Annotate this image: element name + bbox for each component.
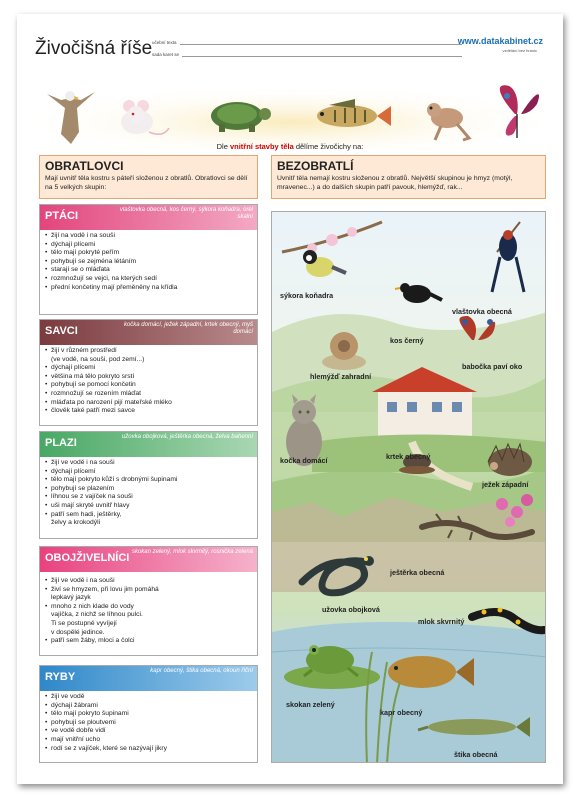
list-item: • dýchají plícemi: [45, 241, 252, 250]
header-fields: [152, 36, 462, 60]
label-butterfly: babočka paví oko: [462, 362, 523, 371]
great-tit-icon: [303, 250, 346, 277]
list-item: • žijí v různém prostředí: [45, 347, 252, 356]
fact-list: [40, 691, 257, 755]
invertebrates-text: Uvnitř těla nemají kostru složenou z obratlů. Největší skupinou je hmyz (motýl, mravenec...) a do dalších skupin patří pavouk, hlemýžď, rak...: [277, 175, 513, 191]
label-salamander: mlok skvrnitý: [418, 617, 465, 626]
list-item: • rodí se z vajíček, které se nazývají jikry: [45, 745, 252, 754]
list-item: • uši mají skryté uvnitř hlavy: [45, 502, 252, 511]
section-title: SAVCI: [45, 325, 78, 337]
poster: [17, 14, 563, 784]
list-item: • přední končetiny mají přeměněny na křídla: [45, 284, 252, 293]
label-snail: hlemýžď zahradní: [310, 372, 372, 381]
section-title: RYBY: [45, 671, 76, 683]
list-item: • člověk také patří mezi savce: [45, 407, 252, 416]
label-lizard: ještěrka obecná: [390, 568, 445, 577]
label-frog: skokan zelený: [286, 700, 335, 709]
section-title: PLAZI: [45, 437, 77, 449]
label-great-tit: sýkora koňadra: [280, 291, 334, 300]
list-item: • žijí na vodě i na souši: [45, 232, 252, 241]
swallow-icon: [492, 222, 524, 292]
vertebrates-text: Mají uvnitř těla kostru s páteří složenou z obratlů. Obratlovci se dělí na 5 velkých skupin:: [45, 175, 248, 191]
vertebrates-title: OBRATLOVCI: [45, 159, 124, 173]
site-tagline: vzdělání bez hranic: [502, 48, 537, 53]
list-item: • živí se hmyzem, při lovu jim pomáhá: [45, 586, 252, 595]
list-item: • starají se o mláďata: [45, 266, 252, 275]
list-item: • tělo mají pokryté peřím: [45, 249, 252, 258]
invertebrates-box: [271, 155, 546, 199]
list-item: • tělo mají pokryto šupinami: [45, 710, 252, 719]
label-hedgehog: ježek západní: [482, 480, 529, 489]
list-item: • dýchají žábrami: [45, 702, 252, 711]
section-birds: [39, 204, 258, 315]
fact-list: [40, 572, 257, 648]
section-examples: skokan zelený, mlok skvrnitý, rosnička zelená: [131, 549, 253, 555]
section-amphibians: [39, 546, 258, 656]
label-swallow: vlaštovka obecná: [452, 307, 512, 316]
section-examples: kočka domácí, ježek západní, krtek obecný, myš domácí: [123, 322, 253, 335]
list-item: • pohybují se ploutvemi: [45, 719, 252, 728]
list-item: • pohybují se zejména létáním: [45, 258, 252, 267]
list-item: • mnoho z nich klade do vody: [45, 603, 252, 612]
list-item: v dospělé jedince.: [51, 628, 105, 636]
intro-text: Dle vnitřní stavby těla dělíme živočichy na:: [216, 142, 364, 151]
list-item: • líhnou se z vajíček na souši: [45, 493, 252, 502]
list-item: • tělo mají pokryto kůží s drobnými šupinami: [45, 476, 252, 485]
animal-strip: [37, 74, 547, 149]
list-item: Ti se postupně vyvíjejí: [51, 619, 117, 627]
list-item: • dýchají plícemi: [45, 364, 252, 373]
fact-list: [40, 457, 257, 530]
list-item: • ve vodě dobře vidí: [45, 727, 252, 736]
section-examples: užovka obojková, ještěrka obecná, želva bahenní: [121, 434, 253, 440]
list-item: • žijí ve vodě i na souši: [45, 459, 252, 468]
header-field-2: sada karet se: [152, 52, 180, 57]
list-item: • většina má tělo pokryto srstí: [45, 373, 252, 382]
label-blackbird: kos černý: [390, 336, 424, 345]
fact-list: [40, 345, 257, 418]
list-item: • pohybují se pomocí končetin: [45, 381, 252, 390]
list-item: vajíčka, z nichž se líhnou pulci.: [51, 611, 143, 619]
invertebrates-title: BEZOBRATLÍ: [277, 159, 354, 173]
list-item: • rozmnožují se rozením mláďat: [45, 390, 252, 399]
section-title: PTÁCI: [45, 210, 78, 222]
page-title: Živočišná říše: [35, 38, 153, 59]
fact-list: [40, 230, 257, 294]
header-field-1: učební texta: [152, 40, 177, 45]
section-title: OBOJŽIVELNÍCI: [45, 552, 130, 564]
list-item: • žijí ve vodě: [45, 693, 252, 702]
section-mammals: [39, 319, 258, 426]
tree-branch: [282, 222, 382, 253]
list-item: • pohybují se plazením: [45, 485, 252, 494]
label-mole: krtek obecný: [386, 452, 431, 461]
site-logo[interactable]: www.datakabinet.cz: [457, 36, 543, 46]
label-cat: kočka domácí: [280, 456, 328, 465]
list-item: • rozmnožují se vejci, na kterých sedí: [45, 275, 252, 284]
list-item: • mláďata po narození pijí mateřské mléko: [45, 399, 252, 408]
section-examples: kapr obecný, štika obecná, okoun říční: [150, 668, 253, 674]
list-item: (ve vodě, na souši, pod zemí...): [51, 355, 145, 363]
nature-illustration: [271, 211, 546, 763]
list-item: želvy a krokodýli: [51, 519, 101, 527]
section-reptiles: [39, 431, 258, 539]
list-item: • patří sem žáby, mloci a čolci: [45, 637, 252, 646]
list-item: lepkavý jazyk: [51, 594, 91, 602]
label-snake: užovka obojková: [322, 605, 380, 614]
section-examples: vlaštovka obecná, kos černý, sýkora koňadra, orel skalní: [119, 207, 253, 220]
list-item: • žijí ve vodě i na souši: [45, 577, 252, 586]
label-carp: kapr obecný: [380, 708, 423, 717]
list-item: • patří sem hadi, ještěrky,: [45, 511, 252, 520]
list-item: • mají vnitřní ucho: [45, 736, 252, 745]
section-fish: [39, 665, 258, 763]
label-pike: štika obecná: [454, 750, 498, 759]
vertebrates-box: [39, 155, 258, 199]
list-item: • dýchají plícemi: [45, 468, 252, 477]
blackbird-icon: [395, 283, 442, 303]
